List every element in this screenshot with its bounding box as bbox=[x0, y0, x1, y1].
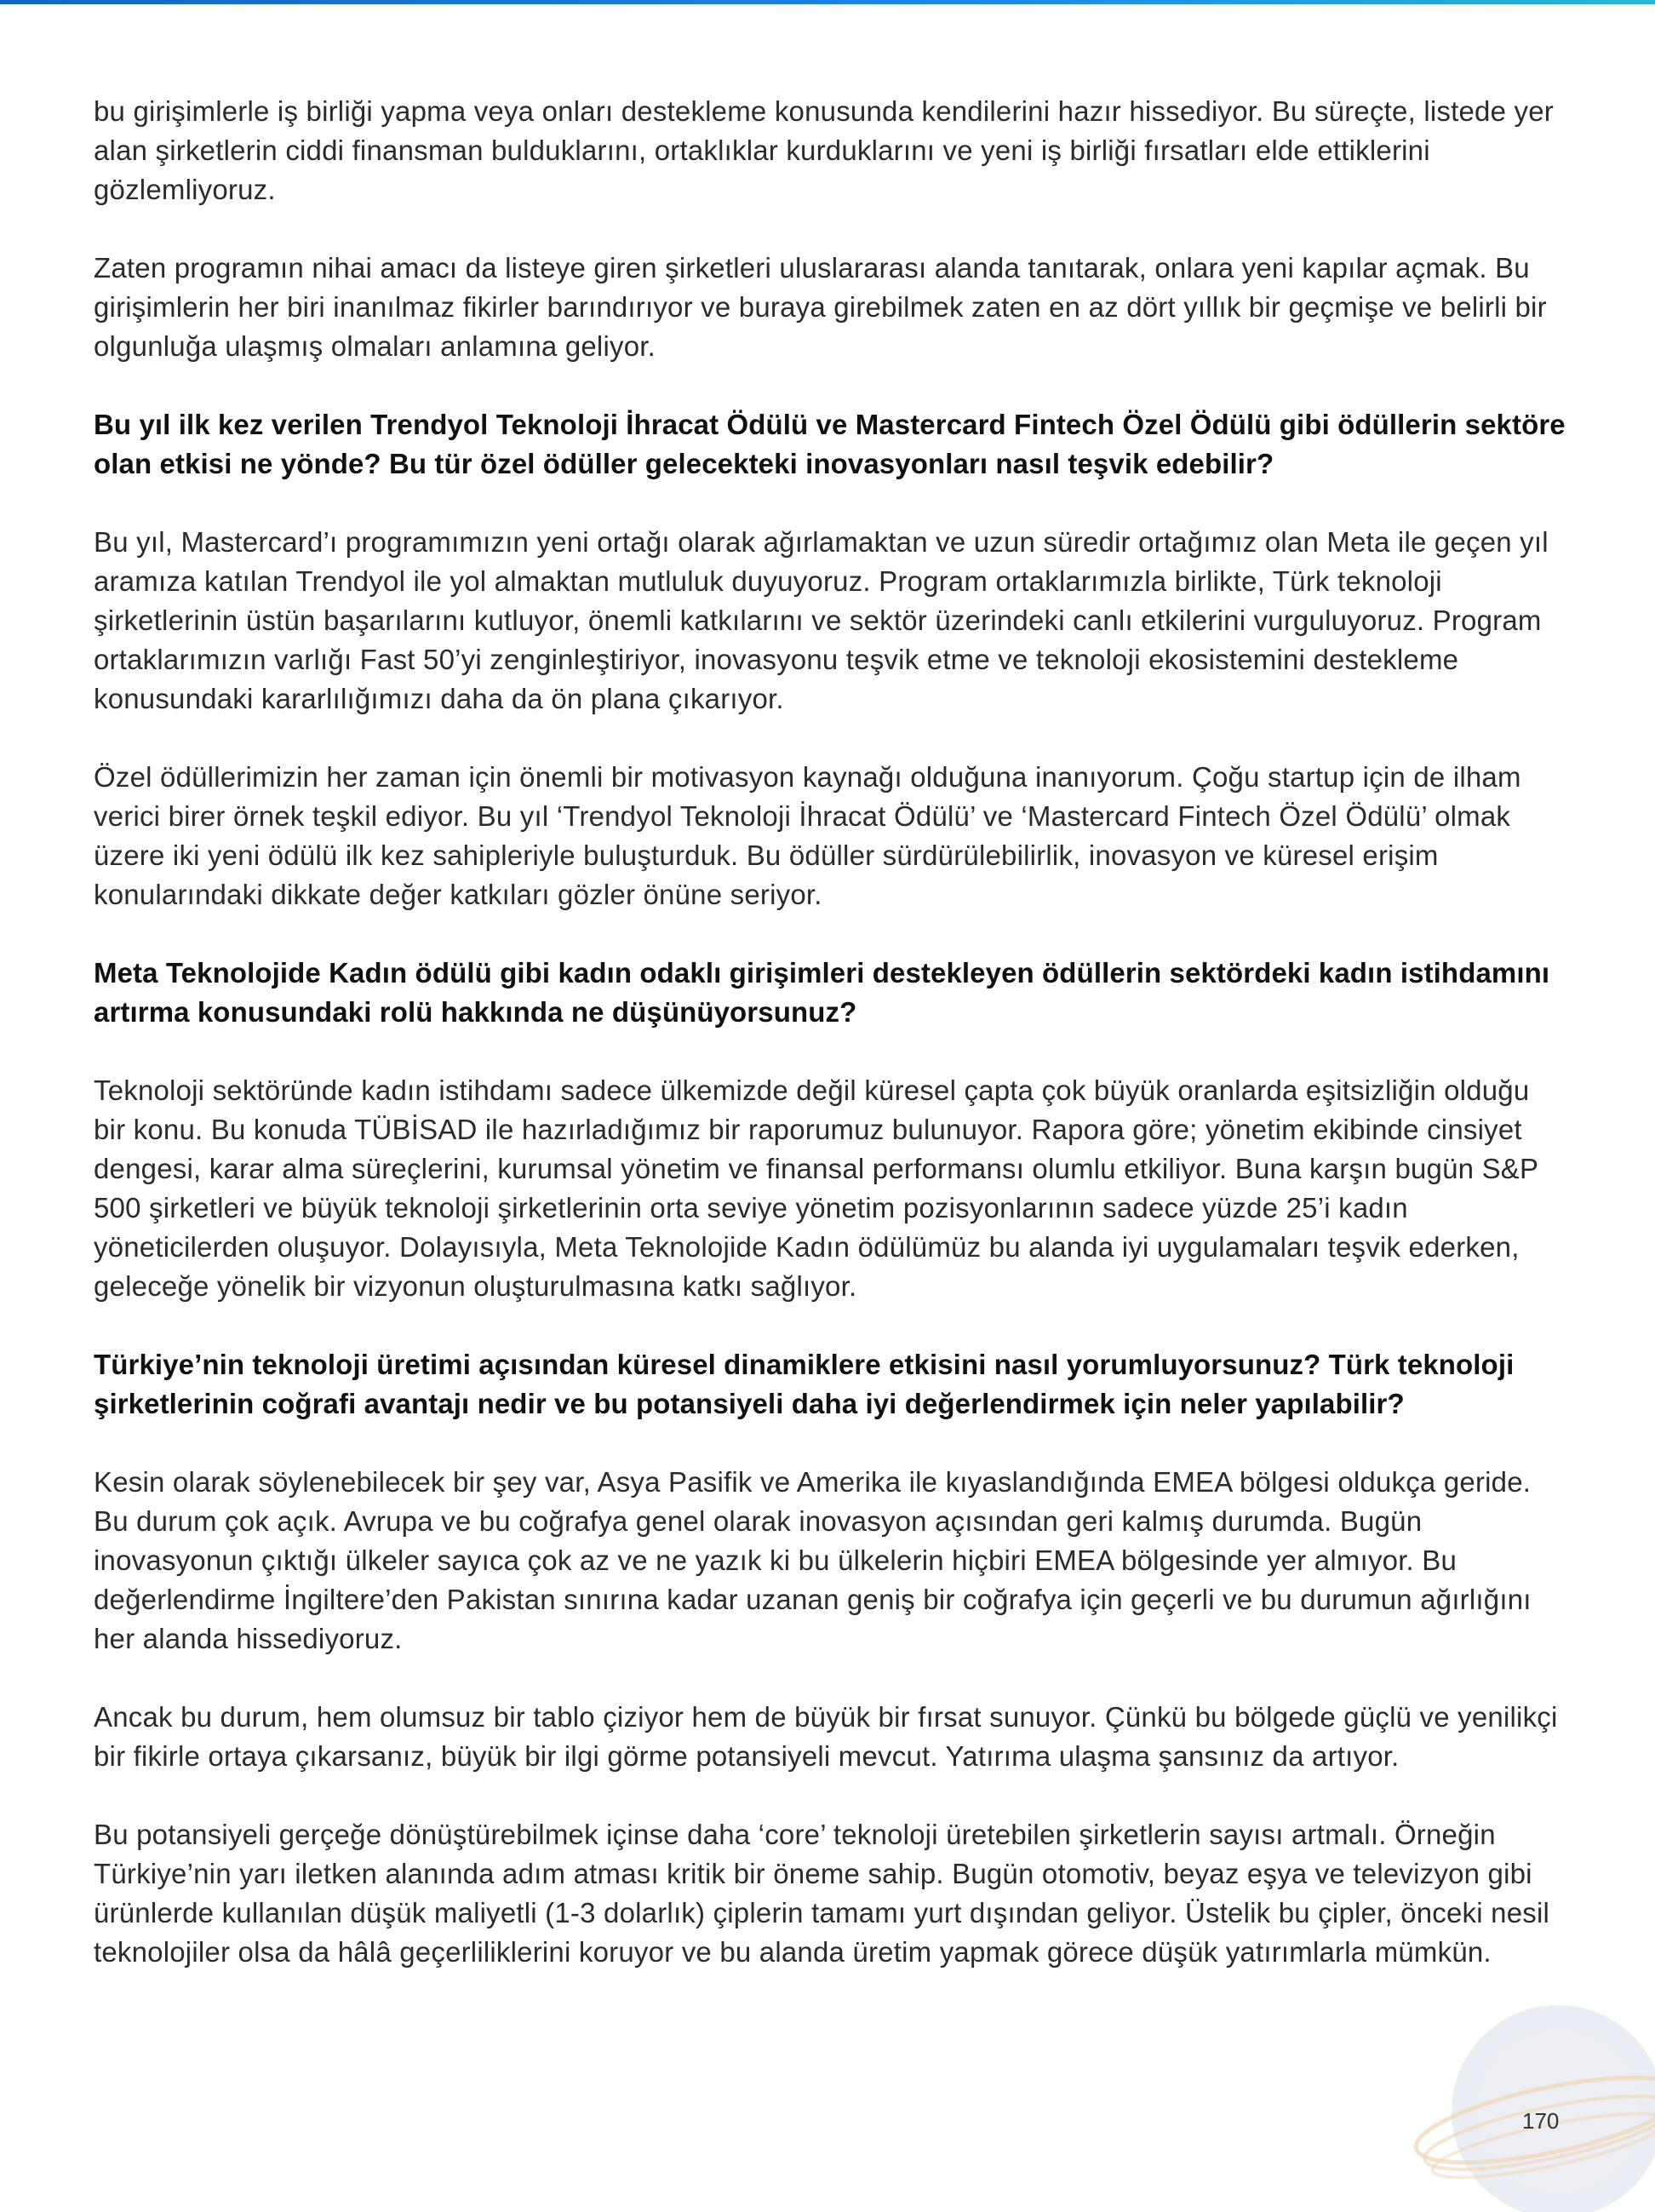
article-body bbox=[94, 92, 1566, 2011]
planet-decoration-icon bbox=[1388, 1958, 1655, 2212]
paragraph: Kesin olarak söylenebilecek bir şey var, Asya Pasifik ve Amerika ile kıyaslandığında EMEA bölgesi oldukça geride. Bu durum çok açık. Avrupa ve bu coğrafya genel olarak inovasyon açısından geri kalmış durumda. Bugün inovasyonun çıktığı ülkeler sayıca çok az ve ne yazık ki bu ülkelerin hiçbiri EMEA bölgesinde yer almıyor. Bu değerlendirme İngiltere’den Pakistan sınırına kadar uzanan geniş bir coğrafya için geçerli ve bu durumun ağırlığını her alanda hissediyoruz. bbox=[94, 1466, 1532, 1654]
interview-question: Türkiye’nin teknoloji üretimi açısından küresel dinamiklere etkisini nasıl yorumluyorsunuz? Türk teknoloji şirketlerinin coğrafi avantajı nedir ve bu potansiyeli daha iyi değerlendirmek için neler yapılabilir? bbox=[94, 1349, 1515, 1419]
paragraph: Ancak bu durum, hem olumsuz bir tablo çiziyor hem de büyük bir fırsat sunuyor. Çünkü bu bölgede güçlü ve yenilikçi bir fikirle ortaya çıkarsanız, büyük bir ilgi görme potansiyeli mevcut. Yatırıma ulaşma şansınız da artıyor. bbox=[94, 1701, 1558, 1772]
page-number: 170 bbox=[1522, 2108, 1560, 2134]
paragraph: Bu potansiyeli gerçeğe dönüştürebilmek içinse daha ‘core’ teknoloji üretebilen şirketlerin sayısı artmalı. Örneğin Türkiye’nin yarı iletken alanında adım atması kritik bir öneme sahip. Bugün otomotiv, beyaz eşya ve televizyon gibi ürünlerde kullanılan düşük maliyetli (1-3 dolarlık) çiplerin tamamı yurt dışından geliyor. Üstelik bu çipler, önceki nesil teknolojiler olsa da hâlâ geçerliliklerini koruyor ve bu alanda üretim yapmak görece düşük yatırımlarla mümkün. bbox=[94, 1819, 1550, 1968]
top-accent-bar bbox=[0, 0, 1655, 4]
paragraph: Zaten programın nihai amacı da listeye giren şirketleri uluslararası alanda tanıtarak, onlara yeni kapılar açmak. Bu girişimlerin her biri inanılmaz fikirler barındırıyor ve buraya girebilmek zaten en az dört yıllık bir geçmişe ve belirli bir olgunluğa ulaşmış olmaları anlamına geliyor. bbox=[94, 252, 1547, 362]
paragraph: Bu yıl, Mastercard’ı programımızın yeni ortağı olarak ağırlamaktan ve uzun süredir ortağımız olan Meta ile geçen yıl aramıza katılan Trendyol ile yol almaktan mutluluk duyuyoruz. Program ortaklarımızla birlikte, Türk teknoloji şirketlerinin üstün başarılarını kutluyor, önemli katkılarını ve sektör üzerindeki canlı etkilerini vurguluyoruz. Program ortaklarımızın varlığı Fast 50’yi zenginleştiriyor, inovasyonu teşvik etme ve teknoloji ekosistemini destekleme konusundaki kararlılığımızı daha da ön plana çıkarıyor. bbox=[94, 526, 1549, 714]
interview-question: Bu yıl ilk kez verilen Trendyol Teknoloji İhracat Ödülü ve Mastercard Fintech Özel Ödülü gibi ödüllerin sektöre olan etkisi ne yönde? Bu tür özel ödüller gelecekteki inovasyonları nasıl teşvik edebilir? bbox=[94, 409, 1566, 479]
paragraph: bu girişimlerle iş birliği yapma veya onları destekleme konusunda kendilerini hazır hissediyor. Bu süreçte, listede yer alan şirketlerin ciddi finansman bulduklarını, ortaklıklar kurduklarını ve yeni iş birliği fırsatları elde ettiklerini gözlemliyoruz. bbox=[94, 95, 1554, 205]
paragraph: Özel ödüllerimizin her zaman için önemli bir motivasyon kaynağı olduğuna inanıyorum. Çoğu startup için de ilham verici birer örnek teşkil ediyor. Bu yıl ‘Trendyol Teknoloji İhracat Ödülü’ ve ‘Mastercard Fintech Özel Ödülü’ olmak üzere iki yeni ödülü ilk kez sahipleriyle buluşturduk. Bu ödüller sürdürülebilirlik, inovasyon ve küresel erişim konularındaki dikkate değer katkıları gözler önüne seriyor. bbox=[94, 761, 1521, 910]
paragraph: Teknoloji sektöründe kadın istihdamı sadece ülkemizde değil küresel çapta çok büyük oranlarda eşitsizliğin olduğu bir konu. Bu konuda TÜBİSAD ile hazırladığımız bir raporumuz bulunuyor. Rapora göre; yönetim ekibinde cinsiyet dengesi, karar alma süreçlerini, kurumsal yönetim ve finansal performansı olumlu etkiliyor. Buna karşın bugün S&P 500 şirketleri ve büyük teknoloji şirketlerinin orta seviye yönetim pozisyonlarının sadece yüzde 25’i kadın yöneticilerden oluşuyor. Dolayısıyla, Meta Teknolojide Kadın ödülümüz bu alanda iyi uygulamaları teşvik ederken, geleceğe yönelik bir vizyonun oluşturulmasına katkı sağlıyor. bbox=[94, 1074, 1538, 1302]
interview-question: Meta Teknolojide Kadın ödülü gibi kadın odaklı girişimleri destekleyen ödüllerin sektördeki kadın istihdamını artırma konusundaki rolü hakkında ne düşünüyorsunuz? bbox=[94, 957, 1550, 1028]
